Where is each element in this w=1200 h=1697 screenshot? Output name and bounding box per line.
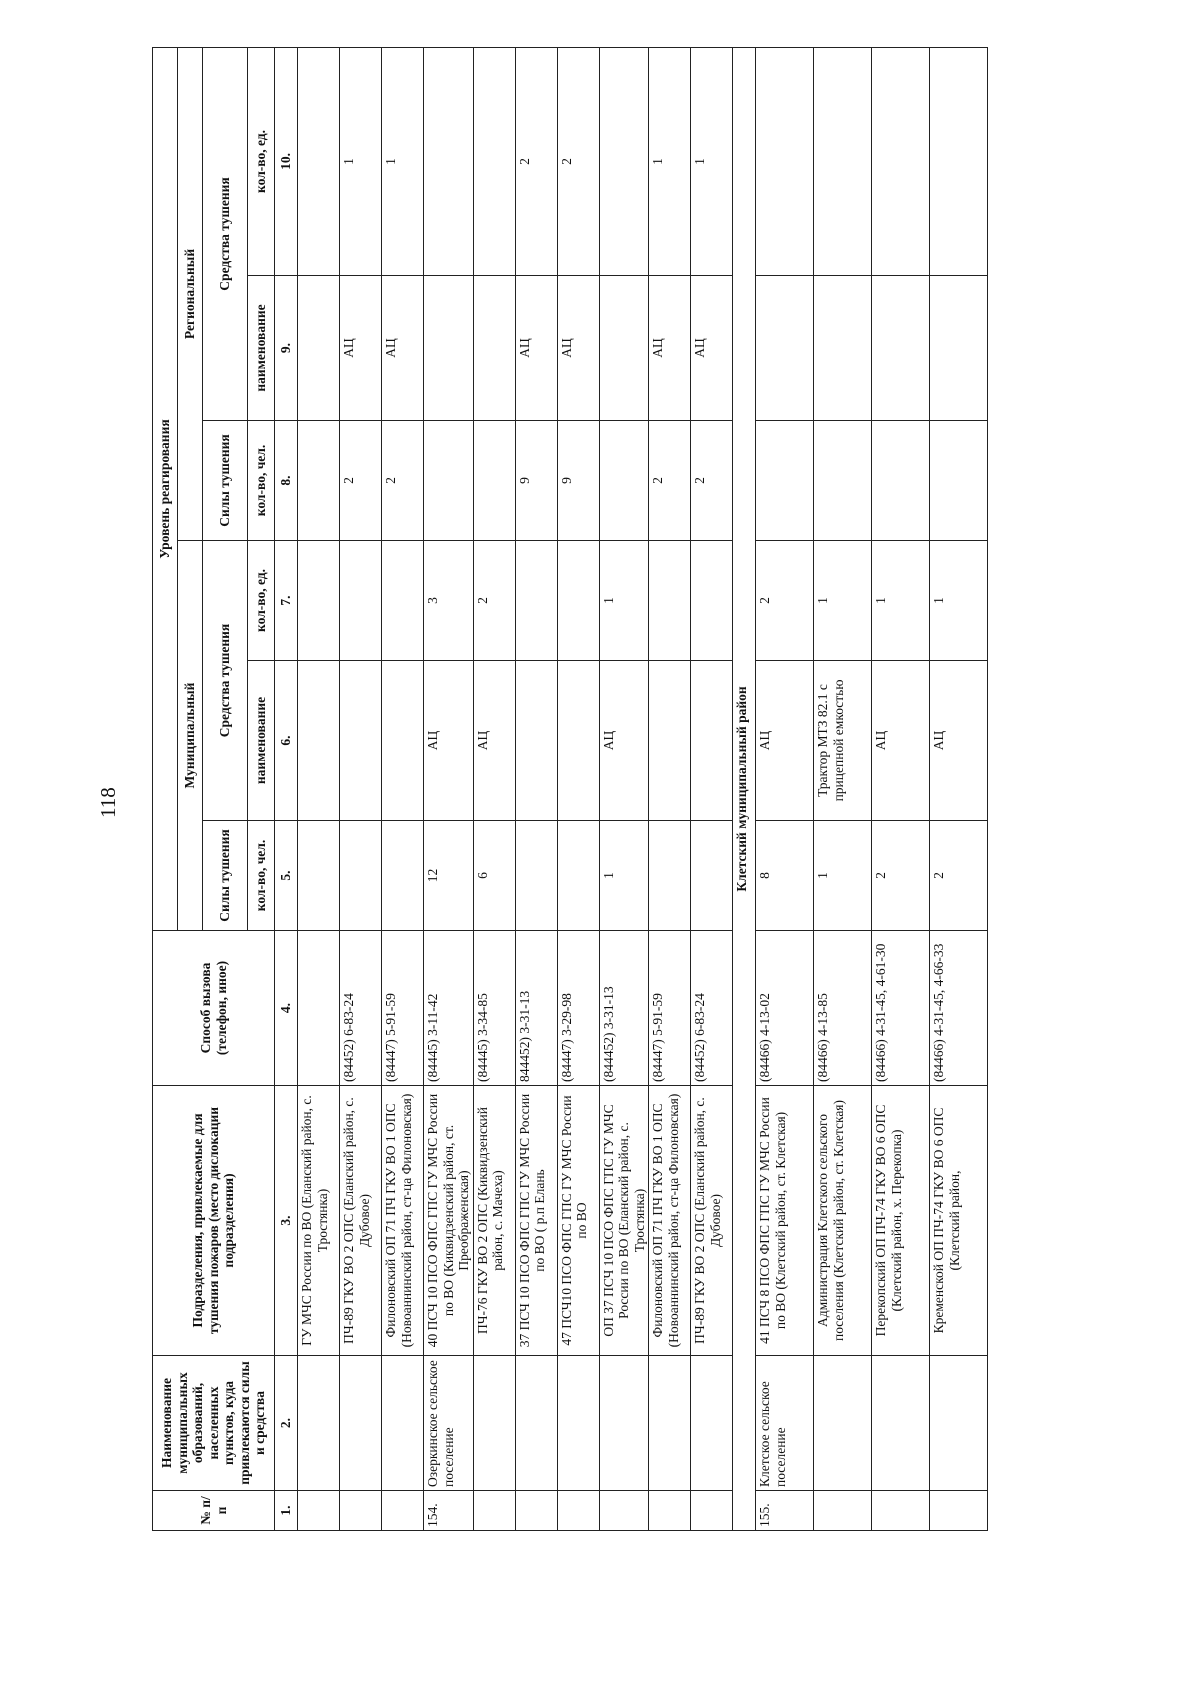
regional-means [872,276,930,421]
header-call-method: Способ вызова (телефон, иное) [153,931,275,1086]
municipal-means [340,661,382,821]
municipality-name: Озеркинское сельское поселение [424,1356,474,1491]
regional-means [473,276,515,421]
municipal-people: 8 [756,821,814,931]
col-number: 7. [275,541,298,661]
municipal-count: 1 [930,541,988,661]
unit-name: Филоновский ОП 71 ПЧ ГКУ ВО 1 ОПС (Новоаннинский район, ст-ца Филоновская) [382,1086,424,1356]
regional-means: АЦ [382,276,424,421]
unit-name: ПЧ-89 ГКУ ВО 2 ОПС (Еланский район, с. Дубовое) [340,1086,382,1356]
municipal-people [649,821,691,931]
header-count-units-regional: кол-во, ед. [248,47,275,275]
unit-name: 37 ПСЧ 10 ПСО ФПС ГПС ГУ МЧС России по ВО ( р.п Елань [515,1086,557,1356]
municipal-count [298,541,340,661]
regional-means [298,276,340,421]
municipal-count [515,541,557,661]
table-row [382,47,424,1530]
regional-count [298,47,340,275]
unit-name: 40 ПСЧ 10 ПСО ФПС ГПС ГУ МЧС России по ВО (Киквидзенский район, ст. Преображенская) [424,1086,474,1356]
col-number: 10. [275,47,298,275]
call-phone: (84445) 3-34-85 [473,931,515,1086]
municipal-people: 1 [814,821,872,931]
unit-name: 47 ПСЧ10 ПСО ФПС ГПС ГУ МЧС России по ВО [557,1086,599,1356]
unit-name: 41 ПСЧ 8 ПСО ФПС ГПС ГУ МЧС России по ВО (Клетский район, ст. Клетская) [756,1086,814,1356]
regional-count [872,47,930,275]
call-phone: (84466) 4-13-85 [814,931,872,1086]
col-number: 1. [275,1491,298,1531]
municipal-count: 1 [814,541,872,661]
header-means-municipal: Средства тушения [203,541,248,821]
regional-people [599,421,649,541]
municipal-means: АЦ [599,661,649,821]
municipality-name [557,1356,599,1491]
col-number: 8. [275,421,298,541]
header-count-people: кол-во, чел. [248,821,275,931]
municipal-people [691,821,733,931]
regional-people [473,421,515,541]
municipal-count: 1 [599,541,649,661]
municipality-name [382,1356,424,1491]
regional-people [814,421,872,541]
municipality-name [599,1356,649,1491]
regional-count [473,47,515,275]
col-number: 2. [275,1356,298,1491]
municipal-people: 2 [872,821,930,931]
header-municipal: Муниципальный [178,541,203,931]
call-phone: (84447) 5-91-59 [649,931,691,1086]
row-number [473,1491,515,1531]
table-row [649,47,691,1530]
row-number: 154. [424,1491,474,1531]
unit-name: ПЧ-89 ГКУ ВО 2 ОПС (Еланский район, с. Дубовое) [691,1086,733,1356]
regional-people: 2 [382,421,424,541]
document-sheet [152,48,1118,1531]
row-number [930,1491,988,1531]
municipal-people [298,821,340,931]
regional-means: АЦ [515,276,557,421]
header-name-regional: наименование [248,276,275,421]
fire-response-table [152,47,988,1531]
regional-count [930,47,988,275]
header-forces-municipal: Силы тушения [203,821,248,931]
municipality-name [340,1356,382,1491]
row-number [298,1491,340,1531]
header-count-units: кол-во, ед. [248,541,275,661]
regional-count: 1 [340,47,382,275]
call-phone: (84452) 6-83-24 [691,931,733,1086]
municipality-name [872,1356,930,1491]
regional-means: АЦ [649,276,691,421]
regional-means: АЦ [691,276,733,421]
col-number: 3. [275,1086,298,1356]
unit-name: Перекопский ОП ПЧ-74 ГКУ ВО 6 ОПС (Клетский район, х. Перекопка) [872,1086,930,1356]
regional-people [872,421,930,541]
regional-people: 9 [557,421,599,541]
municipality-name [691,1356,733,1491]
header-forces-regional: Силы тушения [203,421,248,541]
regional-means [756,276,814,421]
municipal-people [557,821,599,931]
table-row [599,47,649,1530]
municipal-means [649,661,691,821]
unit-name: Кременской ОП ПЧ-74 ГКУ ВО 6 ОПС (Клетский район, [930,1086,988,1356]
regional-people: 2 [691,421,733,541]
regional-means [424,276,474,421]
regional-count [756,47,814,275]
municipality-name [473,1356,515,1491]
col-number: 6. [275,661,298,821]
header-municipality: Наименование муниципальных образований, населенных пунктов, куда привлекаются силы и средства [153,1356,275,1491]
municipal-means: АЦ [872,661,930,821]
page-number: 118 [96,787,120,818]
municipal-count: 1 [872,541,930,661]
call-phone: (84447) 3-29-98 [557,931,599,1086]
table-row [424,47,474,1530]
municipal-people: 2 [930,821,988,931]
unit-name: ГУ МЧС России по ВО (Еланский район, с. Тростянка) [298,1086,340,1356]
municipality-name [515,1356,557,1491]
unit-name: Администрация Клетского сельского поселения (Клетский район, ст. Клетская) [814,1086,872,1356]
regional-count: 2 [557,47,599,275]
municipal-count [691,541,733,661]
header-name: наименование [248,661,275,821]
regional-count [599,47,649,275]
regional-people [424,421,474,541]
table-row [930,47,988,1530]
municipal-means [298,661,340,821]
row-number [872,1491,930,1531]
municipal-people [340,821,382,931]
regional-count: 2 [515,47,557,275]
municipal-people [382,821,424,931]
regional-people: 2 [340,421,382,541]
regional-means [599,276,649,421]
regional-means [930,276,988,421]
municipal-means [515,661,557,821]
unit-name: ОП 37 ПСЧ 10 ПСО ФПС ГПС ГУ МЧС России по ВО (Еланский район, с. Тростянка) [599,1086,649,1356]
municipal-people: 6 [473,821,515,931]
regional-count: 1 [691,47,733,275]
regional-count [814,47,872,275]
regional-people [930,421,988,541]
col-number: 9. [275,276,298,421]
row-number [515,1491,557,1531]
call-phone: 844452) 3-31-13 [515,931,557,1086]
call-phone: (84466) 4-13-02 [756,931,814,1086]
municipal-means: АЦ [473,661,515,821]
row-number [649,1491,691,1531]
header-units: Подразделения, привлекаемые для тушения пожаров (место дислокации подразделения) [153,1086,275,1356]
header-regional: Региональный [178,47,203,540]
municipal-means [691,661,733,821]
row-number: 155. [756,1491,814,1531]
municipal-means: АЦ [756,661,814,821]
unit-name: ПЧ-76 ГКУ ВО 2 ОПС (Киквидзенский район, с. Мачеха) [473,1086,515,1356]
table-row [473,47,515,1530]
section-title: Клетский муниципальный район [733,47,756,1530]
municipal-count: 3 [424,541,474,661]
municipal-means: АЦ [424,661,474,821]
regional-count: 1 [382,47,424,275]
regional-people: 2 [649,421,691,541]
municipality-name [814,1356,872,1491]
municipal-people: 1 [599,821,649,931]
municipality-name [298,1356,340,1491]
call-phone: (84445) 3-11-42 [424,931,474,1086]
header-response-level: Уровень реагирования [153,47,178,930]
call-phone [298,931,340,1086]
call-phone: (84466) 4-31-45, 4-66-33 [930,931,988,1086]
table-row [814,47,872,1530]
row-number [340,1491,382,1531]
table-row [872,47,930,1530]
municipal-people: 12 [424,821,474,931]
table-row [691,47,733,1530]
row-number [382,1491,424,1531]
municipal-count: 2 [756,541,814,661]
regional-means [814,276,872,421]
municipal-people [515,821,557,931]
header-count-people-regional: кол-во, чел. [248,421,275,541]
call-phone: (84466) 4-31-45, 4-61-30 [872,931,930,1086]
table-row [298,47,340,1530]
municipal-count [382,541,424,661]
regional-people: 9 [515,421,557,541]
table-row [515,47,557,1530]
row-number [599,1491,649,1531]
call-phone: (84447) 5-91-59 [382,931,424,1086]
regional-people [298,421,340,541]
municipality-name: Клетское сельское поселение [756,1356,814,1491]
table-row [340,47,382,1530]
row-number [814,1491,872,1531]
col-number: 4. [275,931,298,1086]
municipal-count: 2 [473,541,515,661]
municipality-name [649,1356,691,1491]
municipality-name [930,1356,988,1491]
municipal-means [557,661,599,821]
regional-means: АЦ [557,276,599,421]
regional-count: 1 [649,47,691,275]
municipal-means [382,661,424,821]
call-phone: (844452) 3-31-13 [599,931,649,1086]
unit-name: Филоновский ОП 71 ПЧ ГКУ ВО 1 ОПС (Новоаннинский район, ст-ца Филоновская) [649,1086,691,1356]
row-number [691,1491,733,1531]
col-number: 5. [275,821,298,931]
regional-means: АЦ [340,276,382,421]
municipal-means: Трактор МТЗ 82.1 с прицепной емкостью [814,661,872,821]
table-row [557,47,599,1530]
header-means-regional: Средства тушения [203,47,248,420]
municipal-count [649,541,691,661]
municipal-means: АЦ [930,661,988,821]
row-number [557,1491,599,1531]
call-phone: (84452) 6-83-24 [340,931,382,1086]
regional-people [756,421,814,541]
header-no: № п/п [153,1491,275,1531]
municipal-count [340,541,382,661]
regional-count [424,47,474,275]
municipal-count [557,541,599,661]
table-row [756,47,814,1530]
